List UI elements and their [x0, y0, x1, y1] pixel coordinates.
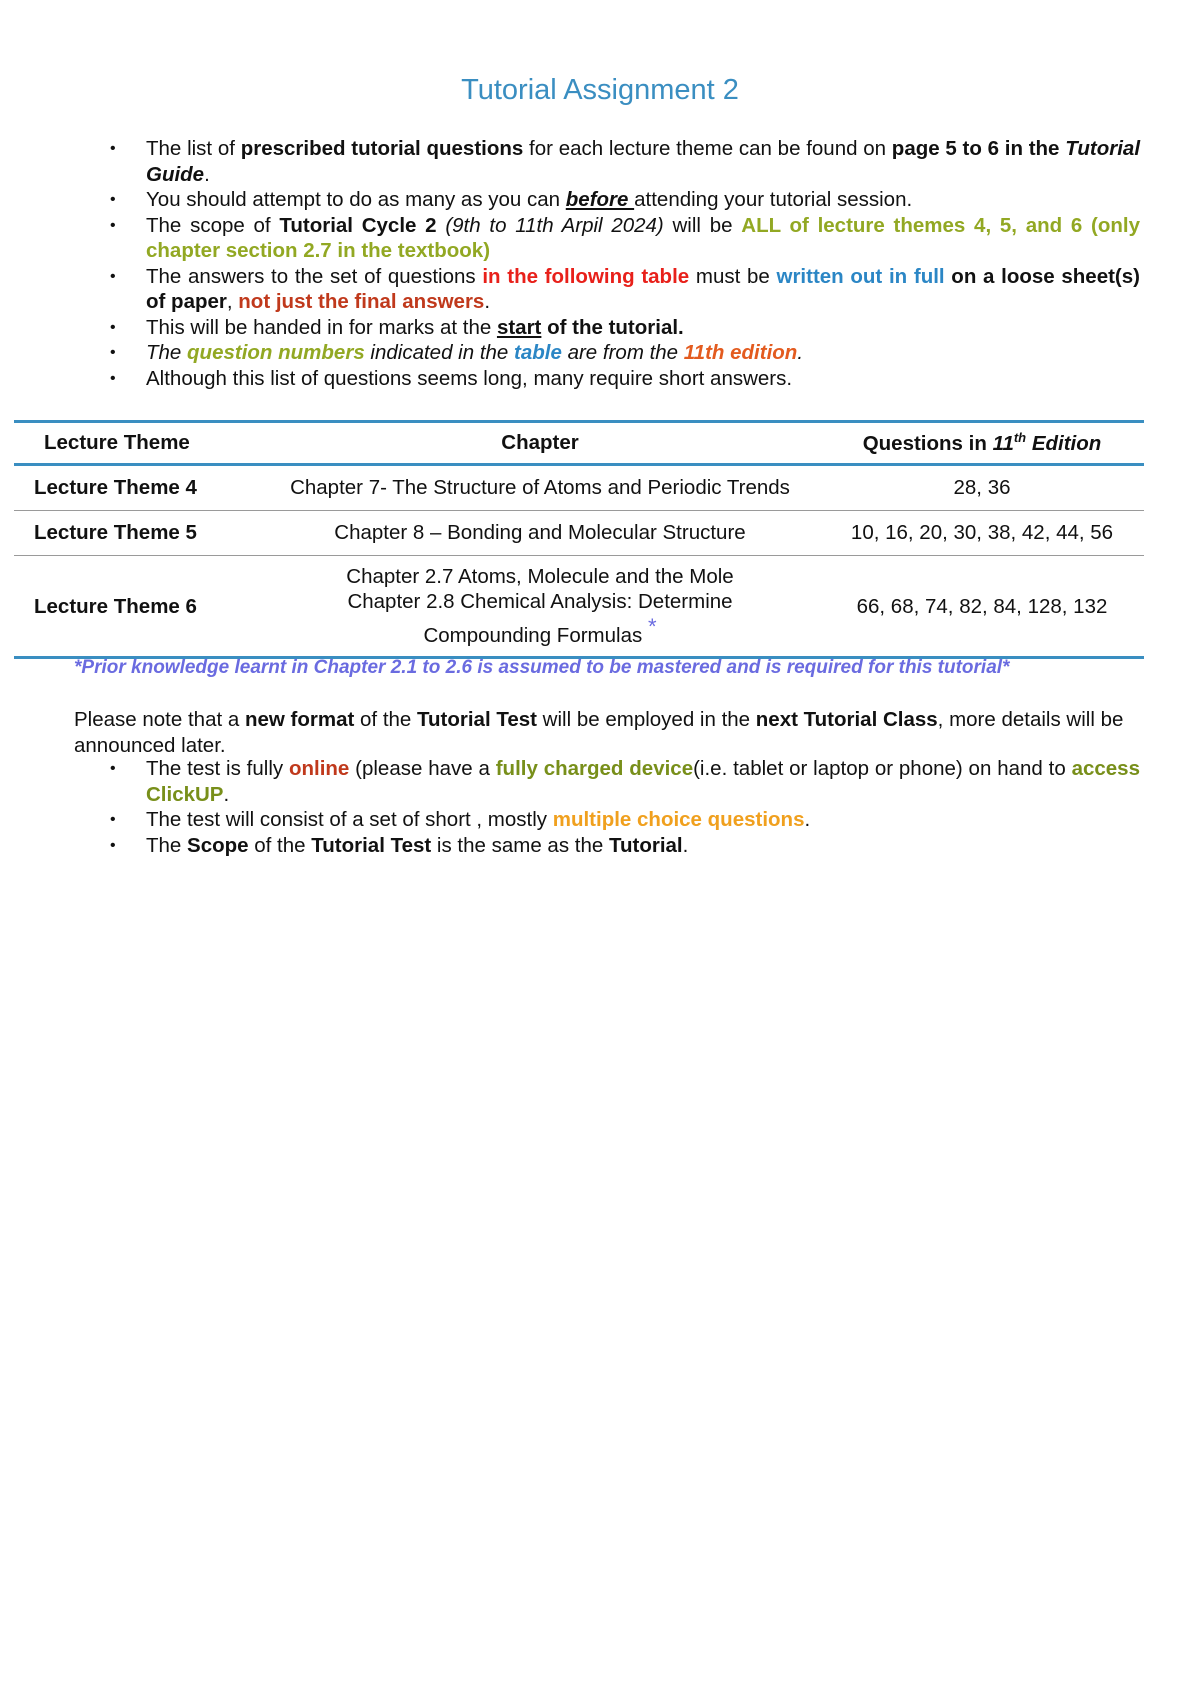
questions-cell: 66, 68, 74, 82, 84, 128, 132: [820, 556, 1144, 658]
header-chapter: Chapter: [260, 422, 820, 465]
questions-cell: 10, 16, 20, 30, 38, 42, 44, 56: [820, 511, 1144, 556]
header-theme: Lecture Theme: [14, 422, 260, 465]
table-row: [14, 465, 1144, 511]
list-item: • The test is fully online (please have a fully charged device(i.e. tablet or laptop or phone) on hand to access ClickUP.: [110, 757, 1140, 806]
bullet-icon: •: [110, 318, 116, 336]
table-row: [14, 511, 1144, 556]
asterisk-marker: *: [647, 614, 657, 639]
list-item: • The test will consist of a set of short , mostly multiple choice questions.: [110, 808, 811, 831]
theme-cell: Lecture Theme 4: [14, 465, 260, 511]
chapter-cell: Chapter 7- The Structure of Atoms and Periodic Trends: [260, 465, 820, 511]
list-item: • The answers to the set of questions in the following table must be written out in full on a loose sheet(s) of paper, not just the final answers.: [110, 264, 1140, 313]
table-header-row: [14, 422, 1144, 465]
bullet-icon: •: [110, 344, 116, 361]
questions-cell: 28, 36: [820, 465, 1144, 511]
theme-cell: Lecture Theme 5: [14, 511, 260, 556]
list-item: • This will be handed in for marks at the start of the tutorial.: [110, 315, 684, 339]
format-note: Please note that a new format of the Tutorial Test will be employed in the next Tutorial Class, more details will be announced later.: [74, 708, 1124, 757]
bullet-icon: •: [110, 760, 116, 777]
bullet-icon: •: [110, 140, 116, 157]
list-item: • You should attempt to do as many as you can before attending your tutorial session.: [110, 188, 913, 211]
table-row: [14, 556, 1144, 658]
bullet-icon: •: [110, 836, 116, 854]
bullet-icon: •: [110, 369, 116, 387]
list-item: • The scope of Tutorial Cycle 2 (9th to 11th Arpil 2024) will be ALL of lecture themes 4, 5, and 6 (only chapter section 2.7 in the textbook): [110, 213, 1141, 262]
bullet-icon: •: [110, 811, 116, 828]
test-info-list: [74, 756, 1140, 858]
theme-cell: Lecture Theme 6: [14, 556, 260, 658]
page-title: Tutorial Assignment 2: [461, 74, 739, 106]
bullet-icon: •: [110, 216, 116, 234]
questions-table: [14, 420, 1144, 659]
prior-knowledge-note: *Prior knowledge learnt in Chapter 2.1 to 2.6 is assumed to be mastered and is required for this tutorial*: [74, 657, 1010, 678]
chapter-cell: Chapter 8 – Bonding and Molecular Structure: [260, 511, 820, 556]
header-questions: Questions in 11th Edition: [820, 422, 1144, 465]
bullet-icon: •: [110, 191, 116, 208]
list-item: • The Scope of the Tutorial Test is the same as the Tutorial.: [110, 833, 689, 857]
list-item: • The question numbers indicated in the table are from the 11th edition.: [110, 341, 804, 364]
list-item: • Although this list of questions seems long, many require short answers.: [110, 366, 793, 390]
bullet-icon: •: [110, 267, 116, 285]
chapter-cell: Chapter 2.7 Atoms, Molecule and the Mole Chapter 2.8 Chemical Analysis: Determine Compounding Formulas *: [260, 556, 820, 658]
instructions-list: [74, 136, 1140, 391]
list-item: • The list of prescribed tutorial questions for each lecture theme can be found on page 5 to 6 in the Tutorial Guide.: [110, 137, 1141, 186]
